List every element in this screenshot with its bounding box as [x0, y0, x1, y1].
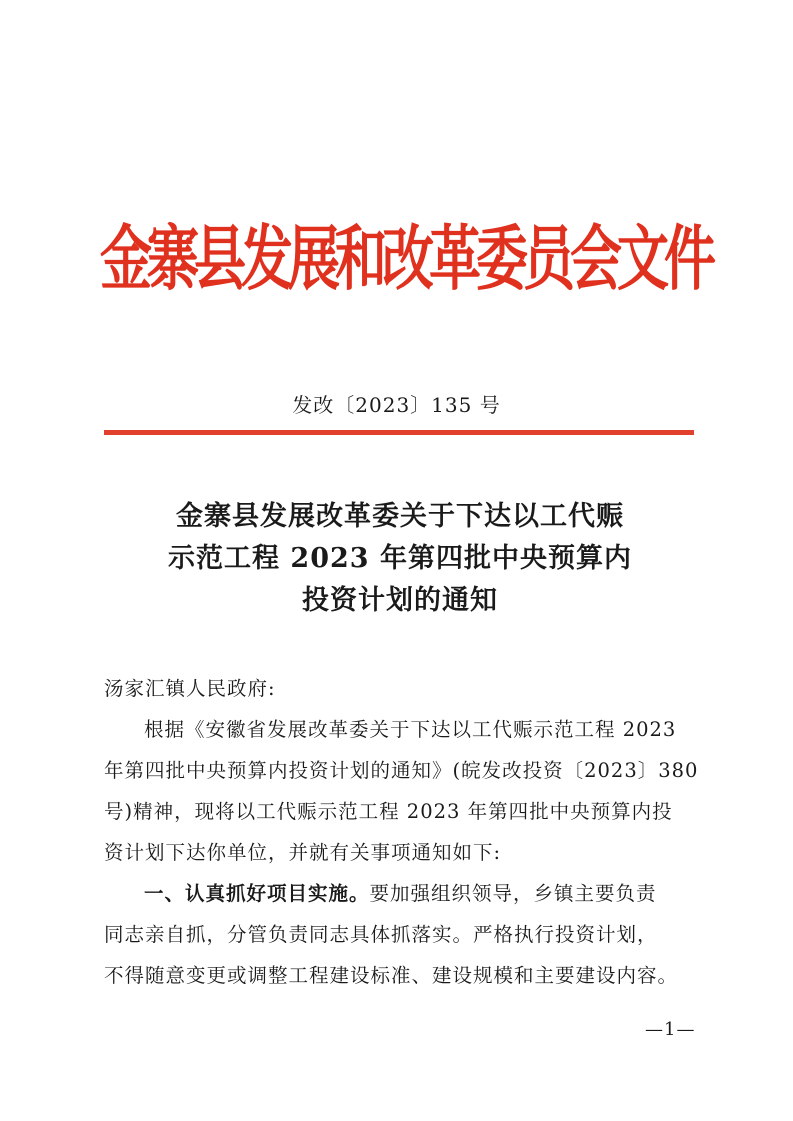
section-heading: 一、认真抓好项目实施。 — [144, 882, 370, 905]
paragraph-line: 资计划下达你单位，并就有关事项通知如下: — [104, 841, 502, 864]
paragraph-line: 号)精神，现将以工代赈示范工程 2023 年第四批中央预算内投 — [104, 800, 673, 823]
addressee: 汤家汇镇人民政府: — [104, 677, 276, 700]
paragraph-item-1 — [104, 873, 684, 996]
paragraph-line: 同志亲自抓，分管负责同志具体抓落实。严格执行投资计划， — [104, 923, 658, 946]
paragraph-line: 根据《安徽省发展改革委关于下达以工代赈示范工程 2023 — [144, 718, 677, 741]
title-line: 金寨县发展改革委关于下达以工代赈 — [176, 501, 624, 532]
title-line: 投资计划的通知 — [302, 585, 498, 616]
paragraph-line: 不得随意变更或调整工程建设标准、建设规模和主要建设内容。 — [104, 964, 679, 987]
paragraph-line — [104, 873, 684, 914]
document-body — [104, 668, 699, 996]
page-number: —1— — [645, 1019, 696, 1040]
document-title — [120, 496, 680, 622]
title-line: 示范工程 2023 年第四批中央预算内 — [168, 543, 632, 574]
paragraph-text: 要加强组织领导，乡镇主要负责 — [369, 882, 657, 905]
paragraph-basis — [104, 709, 699, 873]
document-number: 发改〔2023〕135 号 — [292, 393, 501, 417]
issuer-header: 金寨县发展和改革委员会文件 — [100, 219, 712, 301]
red-separator-line — [104, 430, 694, 435]
paragraph-line: 年第四批中央预算内投资计划的通知》(皖发改投资〔2023〕380 — [104, 759, 699, 782]
